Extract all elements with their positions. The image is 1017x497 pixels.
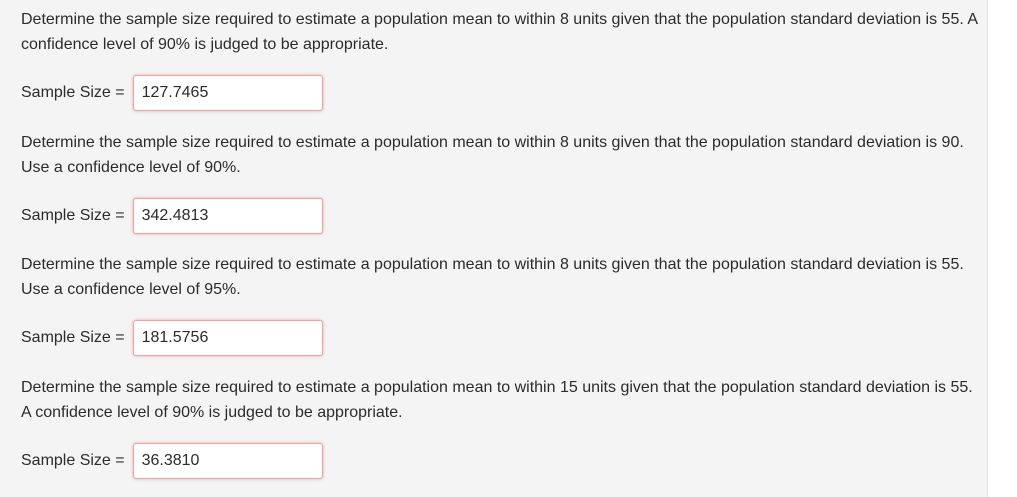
sample-size-label-2: Sample Size = bbox=[21, 207, 125, 224]
sample-size-input-4[interactable] bbox=[133, 443, 323, 479]
question-4 bbox=[21, 375, 981, 469]
question-4-text: Determine the sample size required to estimate a population mean to within 15 units given that the population standard deviation is 55. A confidence level of 90% is judged to be appropriate. bbox=[21, 379, 973, 421]
answer-row-1 bbox=[21, 75, 323, 111]
answer-row-4 bbox=[21, 443, 323, 479]
sample-size-label-1: Sample Size = bbox=[21, 84, 125, 101]
question-3 bbox=[21, 252, 981, 346]
question-3-text: Determine the sample size required to estimate a population mean to within 8 units given that the population standard deviation is 55. Use a confidence level of 95%. bbox=[21, 256, 964, 298]
sample-size-input-3[interactable] bbox=[133, 320, 323, 356]
question-2 bbox=[21, 130, 981, 224]
question-1 bbox=[21, 7, 981, 101]
question-1-text: Determine the sample size required to estimate a population mean to within 8 units given that the population standard deviation is 55. A confidence level of 90% is judged to be appropriate. bbox=[21, 11, 978, 53]
sample-size-input-1[interactable] bbox=[133, 75, 323, 111]
sample-size-label-4: Sample Size = bbox=[21, 452, 125, 469]
answer-row-3 bbox=[21, 320, 323, 356]
sample-size-input-2[interactable] bbox=[133, 198, 323, 234]
answer-row-2 bbox=[21, 198, 323, 234]
sample-size-label-3: Sample Size = bbox=[21, 329, 125, 346]
question-2-text: Determine the sample size required to estimate a population mean to within 8 units given that the population standard deviation is 90. Use a confidence level of 90%. bbox=[21, 134, 964, 176]
